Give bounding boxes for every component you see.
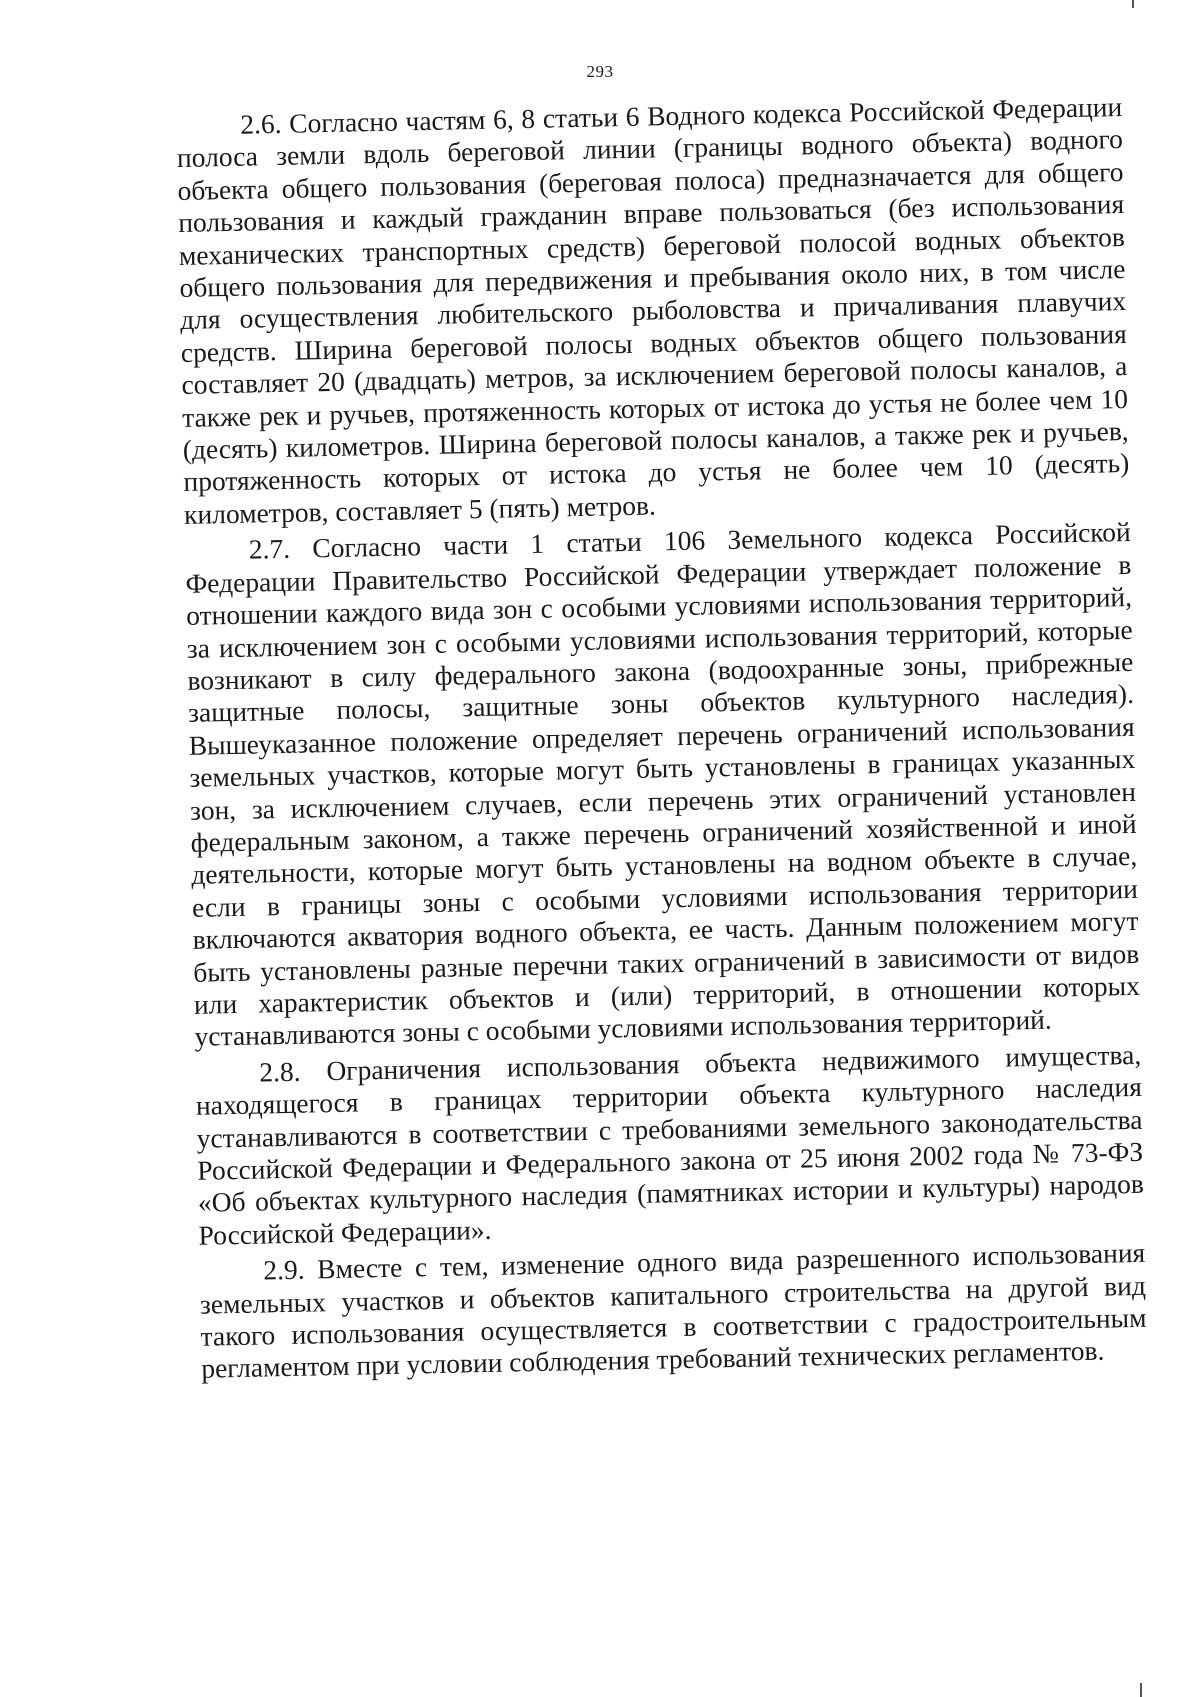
scan-edge-mark [1132, 0, 1134, 8]
paragraph-2-8: 2.8. Ограничения использования объекта недвижимого имущества, находящегося в границах территории объекта культурного наследия устанавливаются в соответствии с требованиями земельного законодательства Российской Федерации и Федерального закона от 25 июня 2002 года № 73-ФЗ «Об объектах культурного наследия (памятниках истории и культуры) народов Российской Федерации». [195, 1038, 1145, 1251]
paragraph-2-7: 2.7. Согласно части 1 статьи 106 Земельного кодекса Российской Федерации Правительство Российской Федерации утверждает положение в отношении каждого вида зон с особыми условиями использования территорий, за исключением зон с особыми условиями использования территорий, которые возникают в силу федерального закона (водоохранные зоны, прибрежные защитные полосы, защитные зоны объектов культурного наследия). Вышеуказанное положение определяет перечень ограничений использования земельных участков, которые могут быть установлены в границах указанных зон, за исключением случаев, если перечень этих ограничений установлен федеральным законом, а также перечень ограничений хозяйственной и иной деятельности, которые могут быть установлены на водном объекте в случае, если в границы зоны с особыми условиями использования территории включаются акватория водного объекта, ее часть. Данным положением могут быть установлены разные перечни таких ограничений в зависимости от видов или характеристик объектов и (или) территорий, в отношении которых устанавливаются зоны с особыми условиями использования территорий. [185, 516, 1141, 1053]
page-number: 293 [586, 62, 614, 81]
paragraph-2-9: 2.9. Вместе с тем, изменение одного вида разрешенного использования земельных участков и объектов капитального строительства на другой вид такого использования осуществляется в соответствии с градостроительным регламентом при условии соблюдения требований технических регламентов. [199, 1237, 1147, 1385]
scan-edge-mark-bottom [1140, 1683, 1142, 1697]
body-text [176, 91, 1147, 1386]
paragraph-2-6: 2.6. Согласно частям 6, 8 статьи 6 Водного кодекса Российской Федерации полоса земли вдоль береговой линии (границы водного объекта) водного объекта общего пользования (береговая полоса) предназначается для общего пользования и каждый гражданин вправе пользоваться (без использования механических транспортных средств) береговой полосой водных объектов общего пользования для передвижения и пребывания около них, в том числе для осуществления любительского рыболовства и причаливания плавучих средств. Ширина береговой полосы водных объектов общего пользования составляет 20 (двадцать) метров, за исключением береговой полосы каналов, а также рек и ручьев, протяженность которых от истока до устья не более чем 10 (десять) километров. Ширина береговой полосы каналов, а также рек и ручьев, протяженность которых от истока до устья не более чем 10 (десять) километров, составляет 5 (пять) метров. [176, 91, 1130, 530]
